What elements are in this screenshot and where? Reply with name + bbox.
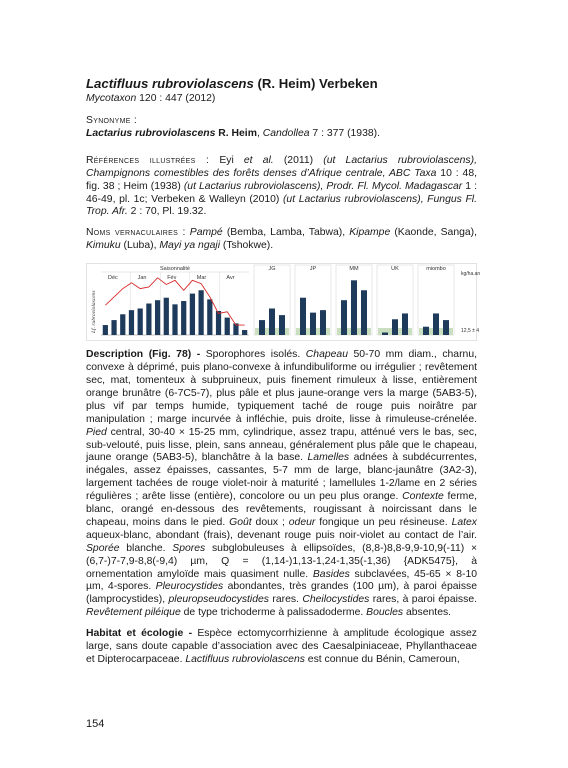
references-paragraph bbox=[86, 155, 477, 220]
page-content bbox=[86, 76, 481, 667]
bar bbox=[225, 318, 230, 335]
bar bbox=[120, 314, 125, 335]
habitat-species: Lactifluus rubroviolascens bbox=[185, 654, 305, 665]
month-label: Fév bbox=[167, 275, 177, 282]
ref-text: (2011) bbox=[273, 154, 324, 166]
desc-text: rares. bbox=[269, 594, 303, 606]
desc-text: adnées à subdécurrentes, inégales, assez épaisses, cassantes, 5-7 mm de large, blanc-jaunâtre (3A2-3), largement tachées de rouge violet-noir à maturité ; lamellules 1-2/lame en 2 séries régulières ; arête lisse (entière), concolore ou un peu plus orange. bbox=[86, 452, 477, 503]
desc-term: Cheilocystides bbox=[302, 594, 370, 606]
bar bbox=[242, 330, 247, 335]
site-bar bbox=[361, 290, 367, 335]
yield-value-label: 12,5 ± 4 bbox=[461, 328, 480, 335]
desc-text: de type trichoderme à palissadoderme. bbox=[180, 607, 367, 619]
desc-text: subglobuleuses à ellipsoïdes, (8,8-)8,8-9,9-10,9(-11) × (6,7-)7-7,9-8,8(-9,4) µm, Q = (1,14-)1,13-1,24-1,35(-1,36) {ADK5475}, à ornementation amyloïde mais quasiment nulle. bbox=[86, 542, 478, 580]
vernacular-paragraph bbox=[86, 227, 477, 253]
site-bar bbox=[279, 315, 285, 335]
desc-term: Goût bbox=[229, 516, 252, 528]
vernacular-label: Noms vernaculaires : bbox=[86, 227, 186, 239]
month-label: Mar bbox=[196, 275, 207, 282]
desc-term: Contexte bbox=[402, 491, 444, 503]
habitat-text: Espèce ectomycorrhizienne à amplitude écologique assez large, sans doute capable d’association avec des Caesalpiniaceae, Phyllanthaceae et Dipterocarpaceae. bbox=[86, 628, 477, 665]
site-bar bbox=[259, 320, 265, 335]
desc-term: Basides bbox=[312, 568, 350, 580]
vernacular-text: (Bemba, Lamba, Tabwa), bbox=[222, 227, 350, 239]
yield-unit-label: kg/ha.an bbox=[461, 271, 481, 278]
desc-term: pleuropseudocystides bbox=[168, 594, 269, 606]
desc-text: 50-70 mm diam., charnu, convexe à déprimé, puis plano-convexe à infundibuliforme ou irrégulier ; revêtement sec, mat, tomenteux à subpruineux, puis finement rimuleux à lisse, entièrement orange brunâtre (6-7C5-7), plus pâle et plus jaune-orange vers la marge (5AB3-5), plus vif par temps humide, typiquement taché de rouge puis noirâtre par manipulation ; marge incurvée à infléchie, puis droite, lisse à rimuleuse-crénelée. bbox=[86, 349, 477, 425]
bar bbox=[172, 304, 177, 335]
desc-term: Lamelles bbox=[307, 452, 350, 464]
ref-text: Eyi bbox=[209, 154, 244, 166]
desc-term: Boucles bbox=[366, 607, 404, 619]
desc-term: Spores bbox=[172, 542, 206, 554]
desc-term: Revêtement piléique bbox=[86, 607, 181, 619]
bar bbox=[216, 311, 221, 335]
vernacular-name: Mayi ya ngaji bbox=[159, 240, 220, 252]
site-bar bbox=[392, 319, 398, 335]
site-bar bbox=[341, 300, 347, 335]
desc-text: ferme, blanc, orangé en-dessous des revêtements, rougissant à noircissant dans le chapeau, moins dans le pied. bbox=[86, 491, 477, 528]
site-bar bbox=[300, 298, 306, 335]
site-label: MM bbox=[349, 266, 359, 273]
bar bbox=[181, 301, 186, 335]
vernacular-text: (Tshokwe). bbox=[220, 240, 274, 252]
bar bbox=[138, 309, 143, 336]
month-label: Avr bbox=[226, 275, 235, 282]
seasonality-figure bbox=[86, 263, 481, 341]
desc-text: absentes. bbox=[403, 607, 452, 619]
bar bbox=[199, 290, 204, 335]
seasonality-chart bbox=[86, 263, 481, 341]
site-bar bbox=[423, 327, 429, 335]
desc-text: fongique un peu résineuse. bbox=[315, 516, 452, 528]
vernacular-text: (Luba), bbox=[120, 240, 160, 252]
bar bbox=[164, 298, 169, 335]
month-label: Jan bbox=[137, 275, 147, 282]
desc-text: subclavées, 45-65 × 8-10 µm, 4-spores. bbox=[86, 568, 478, 593]
vernacular-name: Kipampe bbox=[349, 227, 391, 239]
synonym-journal: Candollea bbox=[262, 127, 310, 139]
site-label: UK bbox=[391, 266, 399, 273]
desc-text: blanche. bbox=[119, 542, 173, 554]
desc-text: rares, à paroi épaisse. bbox=[369, 594, 477, 606]
site-bar bbox=[351, 280, 357, 335]
site-label: miombo bbox=[426, 266, 446, 273]
title-author: (R. Heim) Verbeken bbox=[253, 76, 378, 91]
journal-name: Mycotaxon bbox=[86, 93, 137, 104]
site-label: JP bbox=[309, 266, 317, 273]
desc-term: Sporée bbox=[86, 542, 120, 554]
site-bar bbox=[310, 313, 316, 335]
synonym-ref: 7 : 377 (1938). bbox=[309, 127, 380, 139]
bar bbox=[103, 325, 108, 335]
ref-text: 1 : 46-49, pl. 1c; Verbeken & Walleyn (2010) bbox=[86, 180, 477, 205]
y-axis-label: Lf. rubroviolascens bbox=[91, 290, 97, 334]
desc-text: aqueux-blanc, abondant (frais), devenant rouge puis noir-violet au contact de l’air. bbox=[86, 529, 477, 541]
vernacular-name: Pampé bbox=[189, 227, 223, 239]
bar bbox=[129, 310, 134, 335]
desc-term: Pied bbox=[86, 426, 107, 438]
synonym-line: Lactarius rubroviolascens R. Heim, Candollea 7 : 377 (1938). bbox=[86, 127, 380, 139]
ref-text: et al. bbox=[243, 154, 274, 166]
site-bar bbox=[402, 314, 408, 336]
vernacular-name: Kimuku bbox=[86, 240, 121, 252]
bar bbox=[207, 300, 212, 336]
chart-title: Saisonnalité bbox=[160, 266, 190, 273]
synonym-author: R. Heim bbox=[215, 127, 257, 139]
synonym-name: Lactarius rubroviolascens bbox=[86, 127, 216, 139]
site-bar bbox=[320, 310, 326, 335]
site-bar bbox=[433, 314, 439, 336]
desc-term: Latex bbox=[451, 516, 477, 528]
ref-text: (ut Lactarius rubroviolascens), Champignons comestibles des forêts denses d’Afrique centrale, ABC Taxa bbox=[86, 154, 477, 179]
references-label: Références illustrées : bbox=[86, 154, 210, 166]
desc-text: central, 30-40 × 15-25 mm, cylindrique, assez trapu, atténué vers le bas, sec, sub-velouté, puis lisse, plein, sans anneau, généralement plus pâle que le chapeau, jaune orange (5AB3-5), blanchâtre à la base. bbox=[86, 426, 477, 464]
bar bbox=[111, 320, 116, 335]
site-bar bbox=[443, 320, 449, 335]
month-label: Déc bbox=[108, 275, 118, 282]
bar bbox=[190, 294, 195, 335]
site-label: JG bbox=[268, 266, 276, 273]
ref-text: (ut Lactarius rubroviolascens), Fungus Fl. Trop. Afr. bbox=[86, 193, 477, 218]
journal-ref: 120 : 447 (2012) bbox=[136, 93, 216, 104]
desc-text: abondantes, très grandes (100 µm), à paroi épaisse (lamprocystides), bbox=[86, 581, 477, 606]
habitat-paragraph bbox=[86, 628, 477, 667]
habitat-heading: Habitat et écologie - bbox=[86, 628, 193, 640]
description-paragraph bbox=[86, 349, 477, 620]
ref-text: 2 : 70, Pl. 19.32. bbox=[127, 206, 207, 218]
vernacular-text: (Kaonde, Sanga), bbox=[390, 227, 478, 239]
ref-text: 10 : 48, fig. 38 ; Heim (1938) bbox=[86, 167, 477, 192]
desc-text: doux ; bbox=[251, 516, 289, 528]
habitat-text: est connue du Bénin, Cameroun, bbox=[304, 654, 460, 665]
site-bar bbox=[382, 333, 388, 335]
desc-term: Chapeau bbox=[305, 349, 348, 361]
title-latin: Lactifluus rubroviolascens bbox=[86, 76, 254, 91]
page-number: 154 bbox=[86, 718, 105, 730]
bar bbox=[146, 304, 151, 335]
ref-text: (ut Lactarius rubroviolascens), Prodr. Fl. Mycol. Madagascar bbox=[183, 180, 463, 192]
site-bar bbox=[269, 309, 275, 336]
bar bbox=[155, 300, 160, 335]
desc-term: odeur bbox=[288, 516, 316, 528]
description-heading: Description (Fig. 78) - bbox=[86, 349, 201, 361]
species-title bbox=[86, 76, 477, 92]
desc-term: Pleurocystides bbox=[155, 581, 224, 593]
publication-ref bbox=[86, 92, 477, 105]
synonym-label: Synonyme : bbox=[86, 115, 138, 126]
desc-text: Sporophores isolés. bbox=[200, 349, 306, 361]
